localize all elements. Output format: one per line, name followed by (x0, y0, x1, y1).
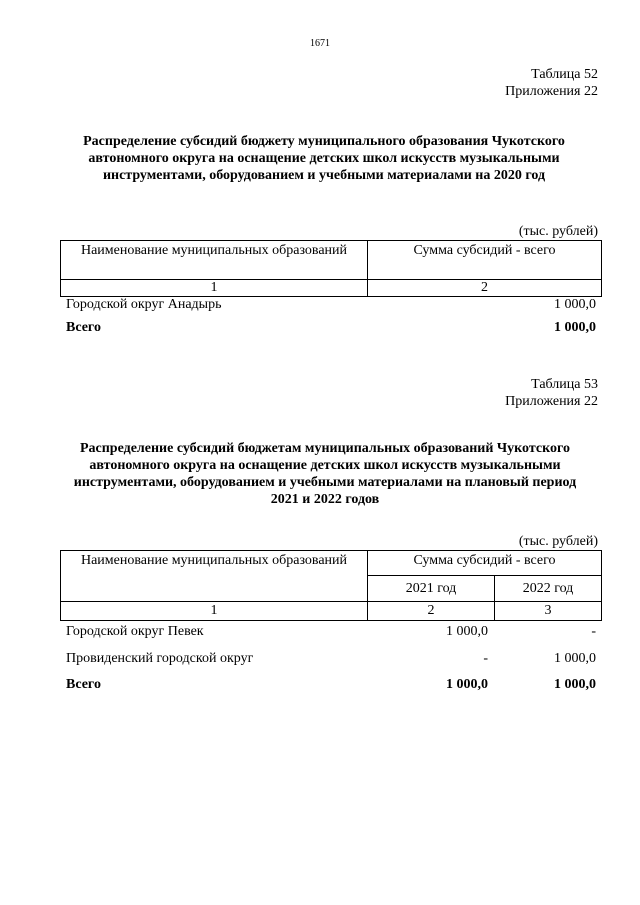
table-row (66, 651, 596, 669)
table53-colnum-2: 2 (368, 602, 495, 621)
table52-units: (тыс. рублей) (518, 224, 598, 239)
table53-total-2022: 1 000,0 (554, 677, 596, 692)
table53-title: Распределение субсидий бюджетам муниципальных образований Чукотского автономного округа на оснащение детских школ искусств музыкальными инструментами, оборудованием и учебными материалами на плановый период 2021 и 2022 годов (73, 441, 577, 507)
table53-colnum-3: 3 (495, 602, 602, 621)
table53-row-2021: - (483, 651, 488, 666)
table52-title: Распределение субсидий бюджету муниципального образования Чукотского автономного округа на оснащение детских школ искусств музыкальными инструментами, оборудованием и учебными материалами на 2020 год (83, 134, 565, 183)
table53-total-label: Всего (66, 677, 101, 692)
table53-colnum-1: 1 (61, 602, 368, 621)
table-row (66, 297, 596, 315)
table52-header-grid (60, 240, 602, 297)
table52-caption-line2: Приложения 22 (505, 84, 598, 99)
table53-row-2022: - (591, 624, 596, 639)
table52-row-sum: 1 000,0 (554, 297, 596, 312)
table53-units: (тыс. рублей) (518, 534, 598, 549)
table53-caption (505, 376, 598, 410)
table53-row-name: Провиденский городской округ (66, 651, 254, 666)
table53-total-row (66, 677, 596, 695)
page-number: 1671 (310, 38, 330, 49)
table53-header-2021: 2021 год (368, 576, 495, 602)
table53-total-2021: 1 000,0 (446, 677, 488, 692)
table52-header-sum: Сумма субсидий - всего (368, 241, 602, 280)
table53-caption-line2: Приложения 22 (505, 394, 598, 409)
table53-row-name: Городской округ Певек (66, 624, 204, 639)
table-row (66, 624, 596, 642)
table52-colnum-2: 2 (368, 280, 602, 297)
table53-header-group: Сумма субсидий - всего (368, 551, 602, 576)
table53-row-2021: 1 000,0 (446, 624, 488, 639)
table53-caption-line1: Таблица 53 (531, 377, 598, 392)
table53-header-grid (60, 550, 602, 621)
table52-total-row (66, 320, 596, 338)
table52-row-name: Городской округ Анадырь (66, 297, 222, 312)
table53-header-2022: 2022 год (495, 576, 602, 602)
table52-header-name: Наименование муниципальных образований (61, 241, 368, 280)
table52-caption (505, 66, 598, 100)
table52-colnum-1: 1 (61, 280, 368, 297)
table52-caption-line1: Таблица 52 (531, 67, 598, 82)
table53-row-2022: 1 000,0 (554, 651, 596, 666)
table52-total-sum: 1 000,0 (554, 320, 596, 335)
table52-total-label: Всего (66, 320, 101, 335)
table53-header-name: Наименование муниципальных образований (61, 551, 368, 602)
